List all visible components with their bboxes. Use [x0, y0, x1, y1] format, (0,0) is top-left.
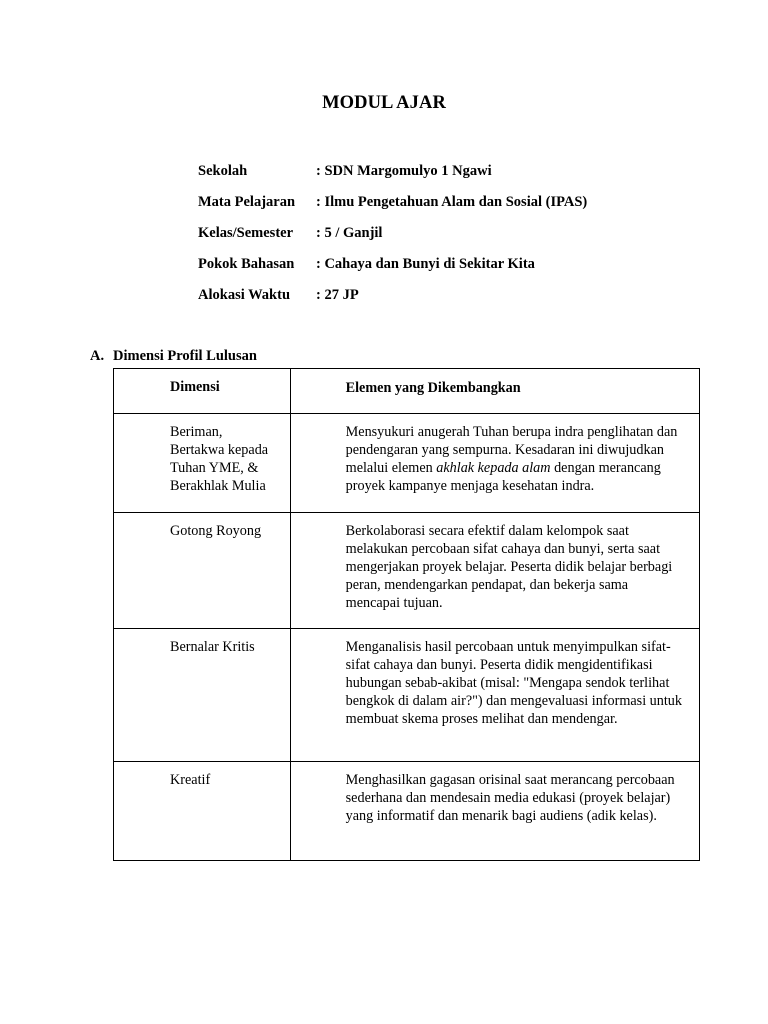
- info-row-mata-pelajaran: [198, 192, 587, 223]
- info-value: : Cahaya dan Bunyi di Sekitar Kita: [316, 256, 535, 272]
- description-italic-text: akhlak kepada alam: [436, 460, 551, 476]
- dimension-cell: [114, 414, 291, 513]
- dimension-text: Gotong Royong: [170, 523, 262, 539]
- column-header: [114, 369, 291, 414]
- description-cell: [290, 762, 699, 861]
- description-cell: [290, 513, 699, 629]
- description-text-part: dengan merancang proyek kampanye menjaga kesehatan indra.: [345, 460, 661, 494]
- document-title: MODUL AJAR: [322, 93, 446, 113]
- info-value: : 5 / Ganjil: [316, 225, 383, 241]
- info-label: Kelas/Semester: [198, 225, 294, 241]
- dimension-text: Beriman, Bertakwa kepada Tuhan YME, & Berakhlak Mulia: [170, 424, 269, 494]
- description-cell: [290, 414, 699, 513]
- info-row-kelas-semester: [198, 223, 587, 254]
- dimension-cell: [114, 513, 291, 629]
- section-heading: [90, 348, 257, 365]
- description-cell: [290, 629, 699, 762]
- info-value: : Ilmu Pengetahuan Alam dan Sosial (IPAS): [316, 194, 588, 210]
- description-text-part: Menghasilkan gagasan orisinal saat merancang percobaan sederhana dan mendesain media edukasi (proyek belajar) yang informatif dan menarik bagi audiens (adik kelas).: [345, 772, 675, 824]
- info-value: : SDN Margomulyo 1 Ngawi: [316, 163, 492, 179]
- dimension-text: Kreatif: [170, 772, 211, 788]
- column-header-label: Elemen yang Dikembangkan: [345, 380, 521, 396]
- info-label: Pokok Bahasan: [198, 256, 295, 272]
- dimension-text: Bernalar Kritis: [170, 639, 255, 655]
- dimension-cell: [114, 762, 291, 861]
- table-row: [114, 762, 700, 861]
- column-header-label: Dimensi: [170, 379, 220, 395]
- info-row-alokasi-waktu: [198, 285, 587, 316]
- info-label: Alokasi Waktu: [198, 287, 291, 303]
- description-text-part: Mensyukuri anugerah Tuhan berupa indra penglihatan dan pendengaran yang sempurna. Kesadaran ini diwujudkan melalui elemen: [345, 424, 678, 476]
- description-text-part: Berkolaborasi secara efektif dalam kelompok saat melakukan percobaan sifat cahaya dan bunyi, serta saat mengerjakan proyek belajar. Peserta didik belajar berbagi peran, mendengarkan pendapat, dan bekerja sama mencapai tujuan.: [345, 523, 673, 611]
- table-header-row: [114, 369, 700, 414]
- table-row: [114, 414, 700, 513]
- info-value: : 27 JP: [316, 287, 359, 303]
- description-text: [291, 762, 699, 825]
- info-block: [198, 161, 587, 316]
- info-row-pokok-bahasan: [198, 254, 587, 285]
- description-text-part: Menganalisis hasil percobaan untuk menyimpulkan sifat-sifat cahaya dan bunyi. Peserta didik mengidentifikasi hubungan sebab-akibat (misal: "Mengapa sendok terlihat bengkok di dalam air?") dan mengevaluasi informasi untuk membuat skema proses melihat dan mendengar.: [345, 639, 682, 727]
- table-row: [114, 629, 700, 762]
- section-letter: A.: [90, 348, 105, 364]
- description-text: [291, 414, 699, 495]
- column-header: [290, 369, 699, 414]
- info-label: Sekolah: [198, 163, 248, 179]
- dimension-cell: [114, 629, 291, 762]
- dimensions-table: [113, 368, 700, 861]
- description-text: [291, 629, 699, 728]
- info-row-sekolah: [198, 161, 587, 192]
- description-text: [291, 513, 699, 612]
- info-label: Mata Pelajaran: [198, 194, 296, 210]
- section-title: Dimensi Profil Lulusan: [113, 348, 257, 364]
- table-row: [114, 513, 700, 629]
